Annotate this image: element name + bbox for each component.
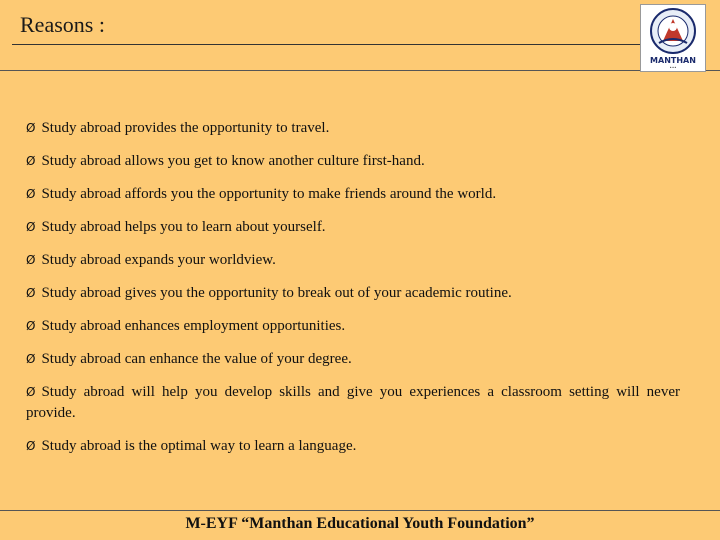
bullet-text: Study abroad provides the opportunity to travel. (41, 120, 330, 136)
bullet-text: Study abroad helps you to learn about yourself. (41, 219, 326, 235)
list-item (26, 217, 680, 238)
list-item (26, 283, 680, 304)
arrow-bullet-icon: Ø (26, 121, 36, 135)
reasons-list (26, 118, 680, 457)
slide-title: Reasons : (20, 12, 105, 37)
list-item (26, 316, 680, 337)
arrow-bullet-icon: Ø (26, 154, 36, 168)
arrow-bullet-icon: Ø (26, 319, 36, 333)
logo-tagline: ••• (669, 65, 677, 70)
arrow-bullet-icon: Ø (26, 187, 36, 201)
list-item (26, 382, 680, 424)
bullet-text: Study abroad will help you develop skills and give you experiences a classroom setting will never provide. (26, 384, 680, 421)
arrow-bullet-icon: Ø (26, 385, 36, 399)
arrow-bullet-icon: Ø (26, 253, 36, 267)
list-item (26, 184, 680, 205)
bullet-text: Study abroad can enhance the value of your degree. (41, 351, 352, 367)
bullet-text: Study abroad is the optimal way to learn a language. (41, 438, 357, 454)
bullet-text: Study abroad gives you the opportunity to break out of your academic routine. (41, 285, 512, 301)
footer-text: M-EYF “Manthan Educational Youth Foundation” (185, 515, 535, 532)
list-item (26, 250, 680, 271)
bullet-text: Study abroad expands your worldview. (41, 252, 276, 268)
arrow-bullet-icon: Ø (26, 352, 36, 366)
bullet-text: Study abroad allows you get to know another culture first-hand. (41, 153, 425, 169)
title-bar (0, 0, 720, 60)
bullet-text: Study abroad enhances employment opportunities. (41, 318, 346, 334)
arrow-bullet-icon: Ø (26, 286, 36, 300)
list-item (26, 436, 680, 457)
header-divider (0, 70, 720, 71)
list-item (26, 349, 680, 370)
logo-emblem (641, 5, 705, 57)
title-rule (12, 44, 640, 45)
arrow-bullet-icon: Ø (26, 220, 36, 234)
arrow-bullet-icon: Ø (26, 439, 36, 453)
list-item (26, 151, 680, 172)
bullet-text: Study abroad affords you the opportunity to make friends around the world. (41, 186, 497, 202)
manthan-logo-icon (640, 4, 706, 72)
list-item (26, 118, 680, 139)
logo-wordmark: MANTHAN (650, 56, 696, 65)
footer-divider (0, 510, 720, 511)
